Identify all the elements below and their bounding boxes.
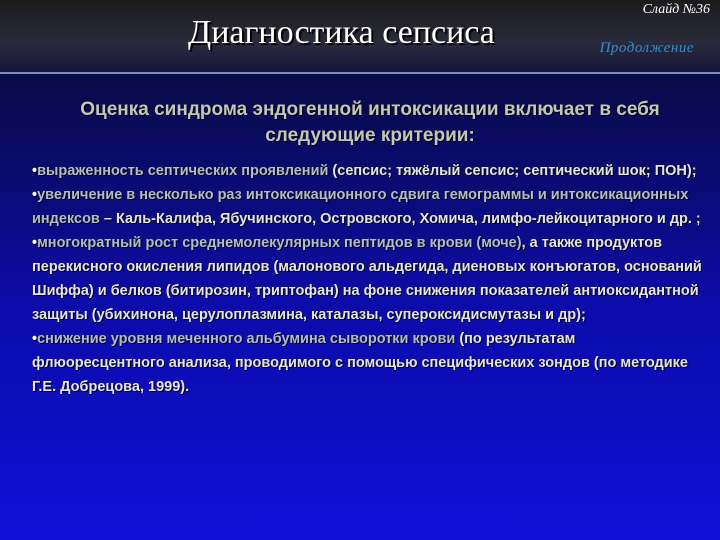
bullet-icon: • bbox=[32, 187, 38, 203]
criteria-item-accent: увеличение в несколько раз интоксикационного сдвига гемограммы и интоксикационных индексов bbox=[32, 187, 689, 227]
criteria-item-text: – Каль-Калифа, Ябучинского, Островского, Хомича, лимфо-лейкоцитарного и др. ; bbox=[99, 211, 701, 227]
bullet-icon: • bbox=[32, 163, 38, 179]
criteria-item-text: , а также продуктов перекисного окисления липидов (малонового альдегида, диеновых конъюгатов, оснований Шиффа) и белков (битирозин, триптофан) на фоне снижения показателей антиоксидантной защиты (убихинона, церулоплазмина, каталазы, супероксидисмутазы и др); bbox=[32, 235, 702, 323]
criteria-item bbox=[32, 183, 712, 231]
criteria-item-accent: выраженность септических проявлений bbox=[37, 163, 329, 179]
bullet-icon: • bbox=[32, 235, 38, 251]
header-divider bbox=[0, 72, 720, 74]
criteria-item bbox=[32, 327, 712, 399]
criteria-item bbox=[32, 231, 712, 327]
criteria-heading: Оценка синдрома эндогенной интоксикации включает в себя следующие критерии: bbox=[80, 99, 660, 146]
slide-number: Слайд №36 bbox=[642, 2, 710, 17]
criteria-item-accent: снижение уровня меченного альбумина сыворотки крови bbox=[37, 331, 456, 347]
criteria-item-text: (по результатам флюоресцентного анализа, проводимого с помощью специфических зондов (по методике Г.Е. Добрецова, 1999). bbox=[32, 331, 688, 395]
criteria-item bbox=[32, 159, 712, 183]
continuation-label: Продолжение bbox=[599, 40, 694, 56]
criteria-item-accent: многократный рост среднемолекулярных пептидов в крови (моче) bbox=[37, 235, 522, 251]
slide-title: Диагностика сепсиса bbox=[188, 14, 495, 51]
criteria-list bbox=[32, 159, 712, 399]
bullet-icon: • bbox=[32, 331, 38, 347]
criteria-item-text: (сепсис; тяжёлый сепсис; септический шок; ПОН); bbox=[328, 163, 697, 179]
